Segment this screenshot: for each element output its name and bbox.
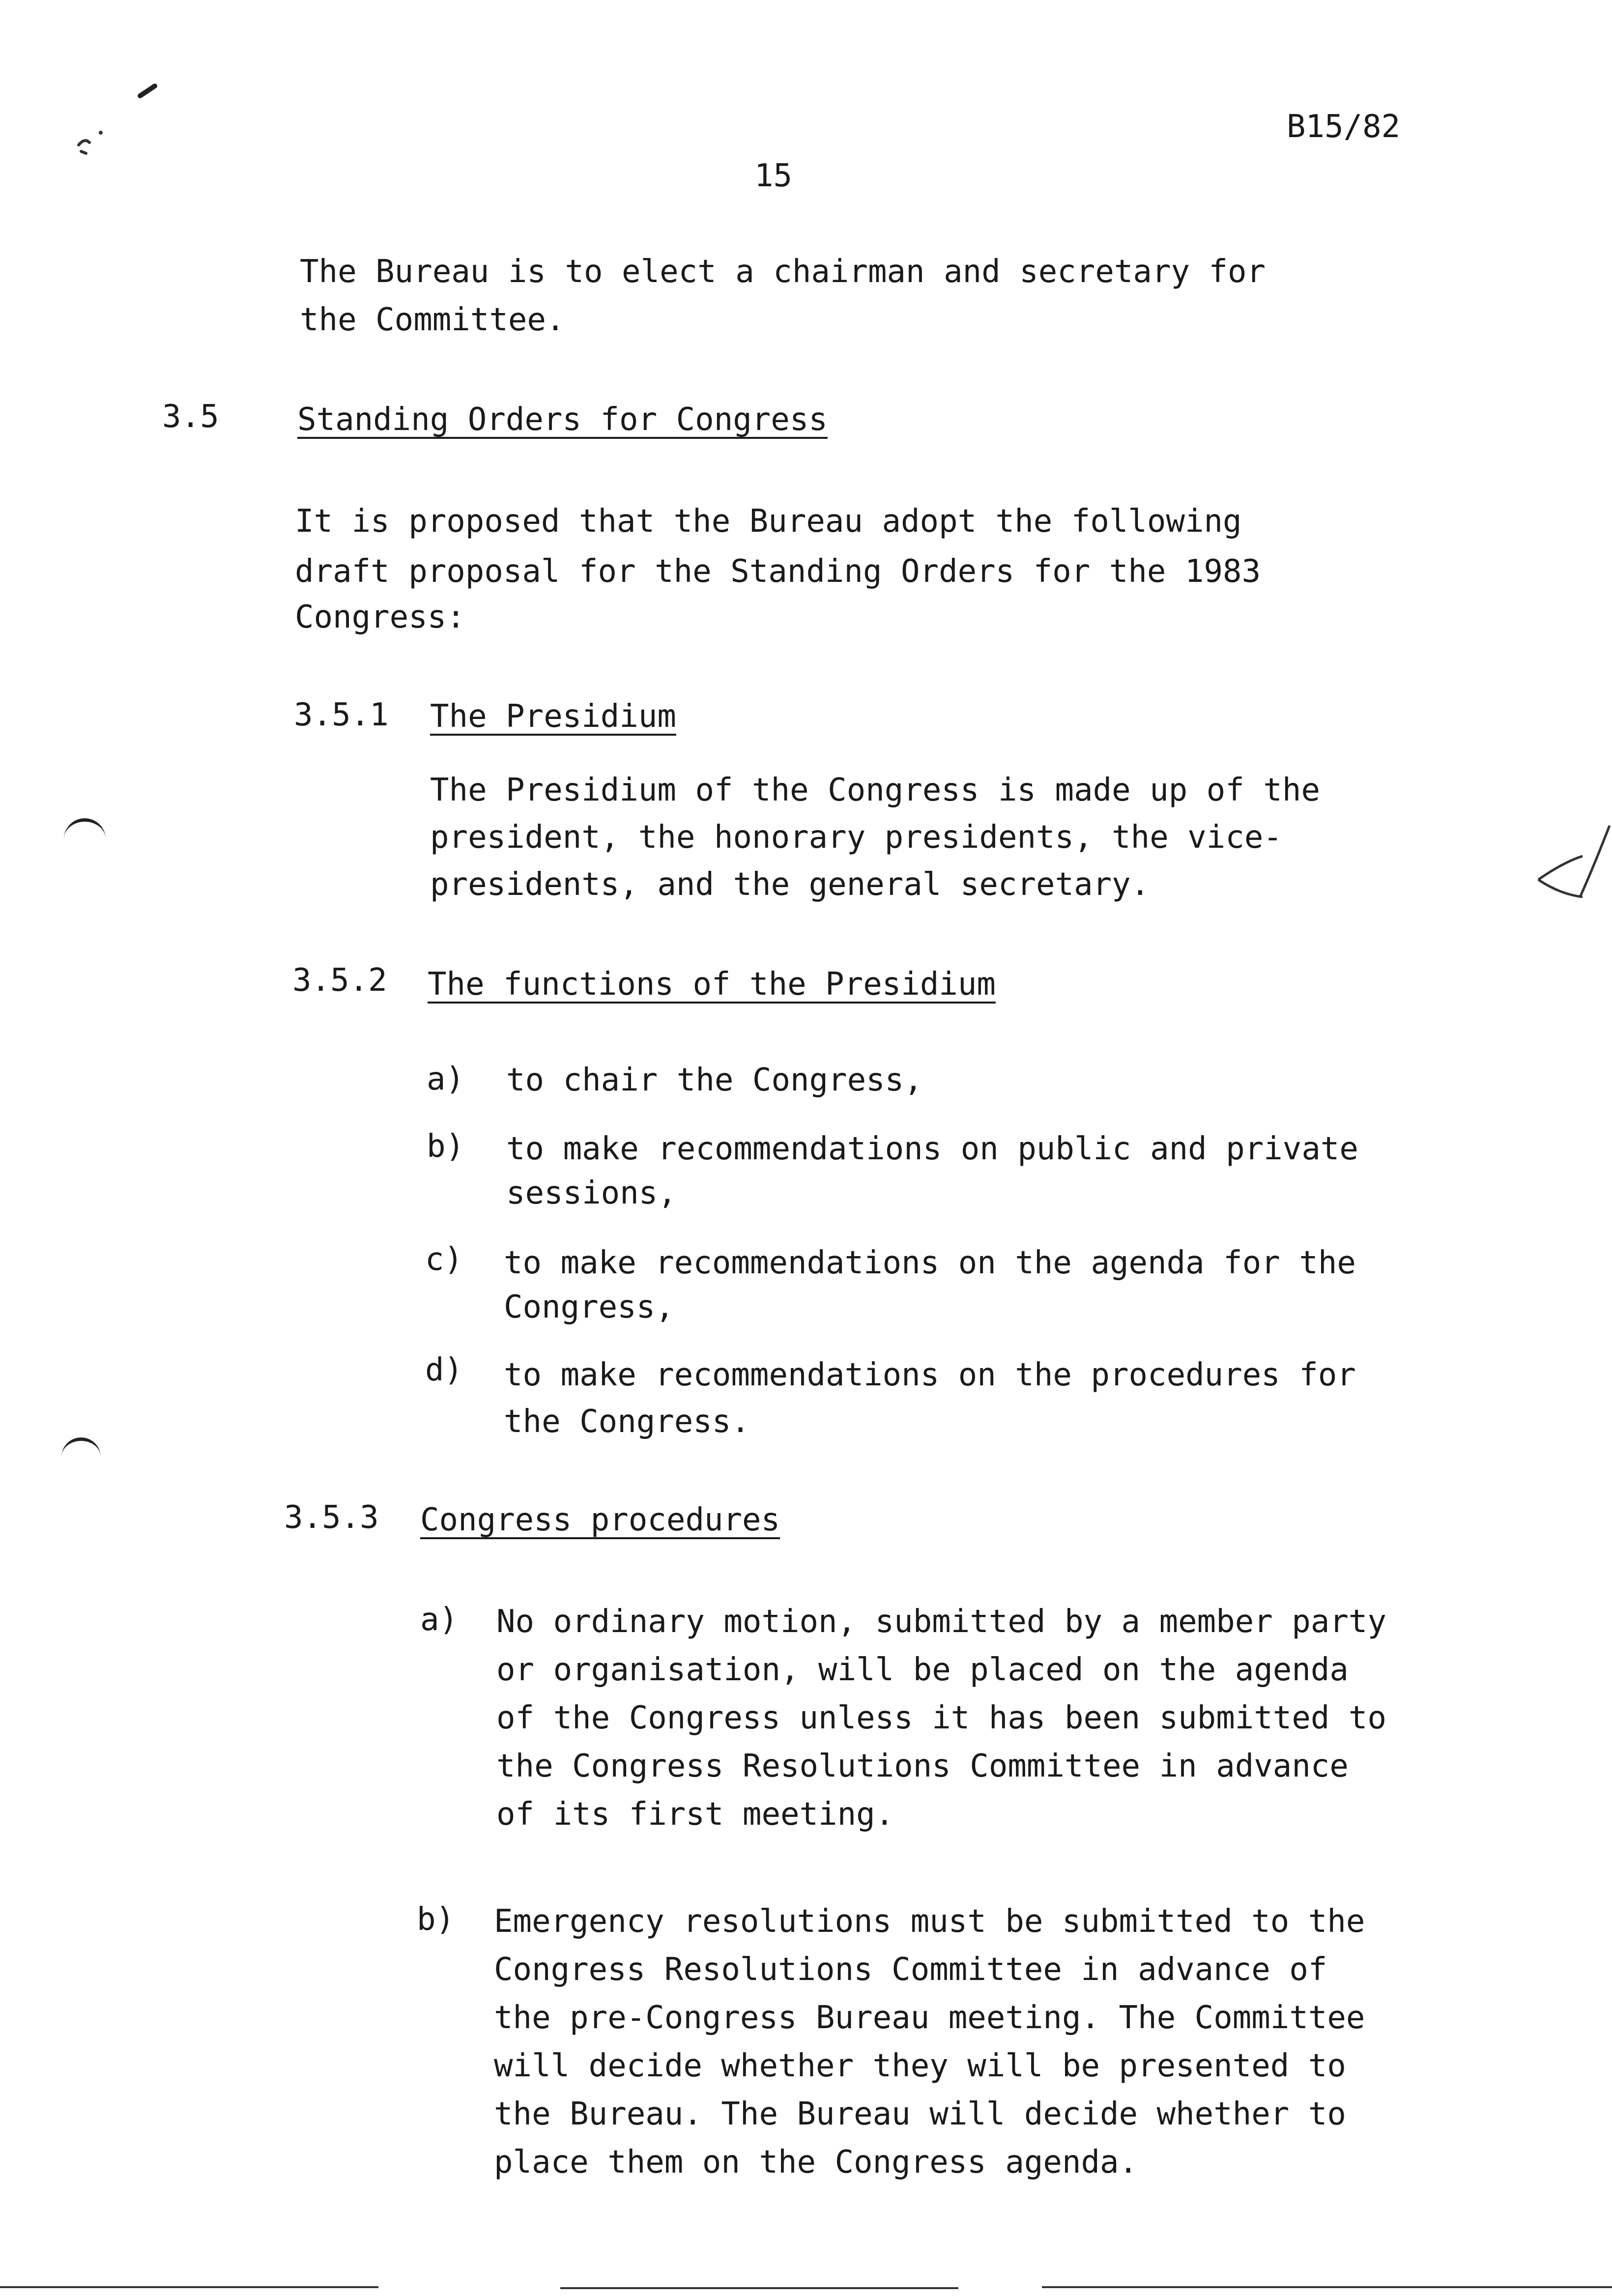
section-3-5-line-1: It is proposed that the Bureau adopt the following xyxy=(295,503,1242,540)
procedure-item-a-line-2: or organisation, will be placed on the agenda xyxy=(496,1652,1349,1688)
function-item-d-marker: d) xyxy=(425,1352,463,1388)
procedure-item-b-line-4: will decide whether they will be presented to xyxy=(494,2048,1346,2084)
section-3-5-line-2: draft proposal for the Standing Orders for the 1983 xyxy=(295,553,1261,590)
section-3-5-1-line-3: presidents, and the general secretary. xyxy=(430,866,1150,903)
section-3-5-3-title: Congress procedures xyxy=(420,1502,780,1538)
function-item-d-line-2: the Congress. xyxy=(504,1404,750,1440)
function-item-b-line-1: to make recommendations on public and private xyxy=(506,1131,1358,1167)
procedure-item-a-line-5: of its first meeting. xyxy=(496,1796,894,1833)
procedure-item-b-line-6: place them on the Congress agenda. xyxy=(494,2144,1138,2181)
bottom-rule-right xyxy=(1042,2286,1612,2288)
punch-hole-mark-upper xyxy=(64,818,106,851)
function-item-b-line-2: sessions, xyxy=(506,1175,677,1211)
section-3-5-1-number: 3.5.1 xyxy=(294,697,389,733)
intro-line-2: the Committee. xyxy=(300,302,565,338)
function-item-a-line-1: to chair the Congress, xyxy=(506,1062,923,1098)
procedure-item-b-line-1: Emergency resolutions must be submitted to the xyxy=(494,1903,1365,1940)
procedure-item-a-line-3: of the Congress unless it has been submitted to xyxy=(496,1700,1386,1736)
margin-edge-mark xyxy=(1533,816,1612,914)
procedure-item-b-line-2: Congress Resolutions Committee in advance of xyxy=(494,1952,1327,1988)
procedure-item-a-marker: a) xyxy=(420,1602,459,1638)
procedure-item-b-line-3: the pre-Congress Bureau meeting. The Committee xyxy=(494,2000,1365,2036)
procedure-item-a-line-1: No ordinary motion, submitted by a member party xyxy=(496,1604,1386,1640)
section-3-5-title: Standing Orders for Congress xyxy=(297,402,828,438)
function-item-b-marker: b) xyxy=(427,1128,465,1165)
function-item-a-marker: a) xyxy=(427,1061,465,1097)
corner-speck-marks xyxy=(59,69,167,177)
section-3-5-line-3: Congress: xyxy=(295,599,465,635)
document-reference: B15/82 xyxy=(1287,109,1401,145)
page-number: 15 xyxy=(754,158,793,194)
section-3-5-1-title: The Presidium xyxy=(430,698,676,735)
function-item-c-line-2: Congress, xyxy=(504,1289,674,1325)
procedure-item-b-line-5: the Bureau. The Bureau will decide whether to xyxy=(494,2096,1346,2132)
function-item-c-line-1: to make recommendations on the agenda for the xyxy=(504,1245,1356,1281)
function-item-c-marker: c) xyxy=(425,1241,463,1278)
section-3-5-2-number: 3.5.2 xyxy=(292,962,387,999)
bottom-rule-left xyxy=(0,2286,378,2288)
section-3-5-1-line-2: president, the honorary presidents, the vice- xyxy=(430,819,1282,856)
section-3-5-2-title: The functions of the Presidium xyxy=(428,966,996,1003)
function-item-d-line-1: to make recommendations on the procedures for xyxy=(504,1357,1356,1393)
intro-line-1: The Bureau is to elect a chairman and secretary for xyxy=(300,254,1266,290)
punch-hole-mark-lower xyxy=(61,1437,101,1463)
section-3-5-3-number: 3.5.3 xyxy=(284,1499,379,1536)
bottom-rule-middle xyxy=(560,2287,958,2289)
procedure-item-b-marker: b) xyxy=(417,1901,455,1938)
section-3-5-number: 3.5 xyxy=(162,399,219,435)
section-3-5-1-line-1: The Presidium of the Congress is made up of the xyxy=(430,772,1320,808)
procedure-item-a-line-4: the Congress Resolutions Committee in advance xyxy=(496,1748,1349,1784)
